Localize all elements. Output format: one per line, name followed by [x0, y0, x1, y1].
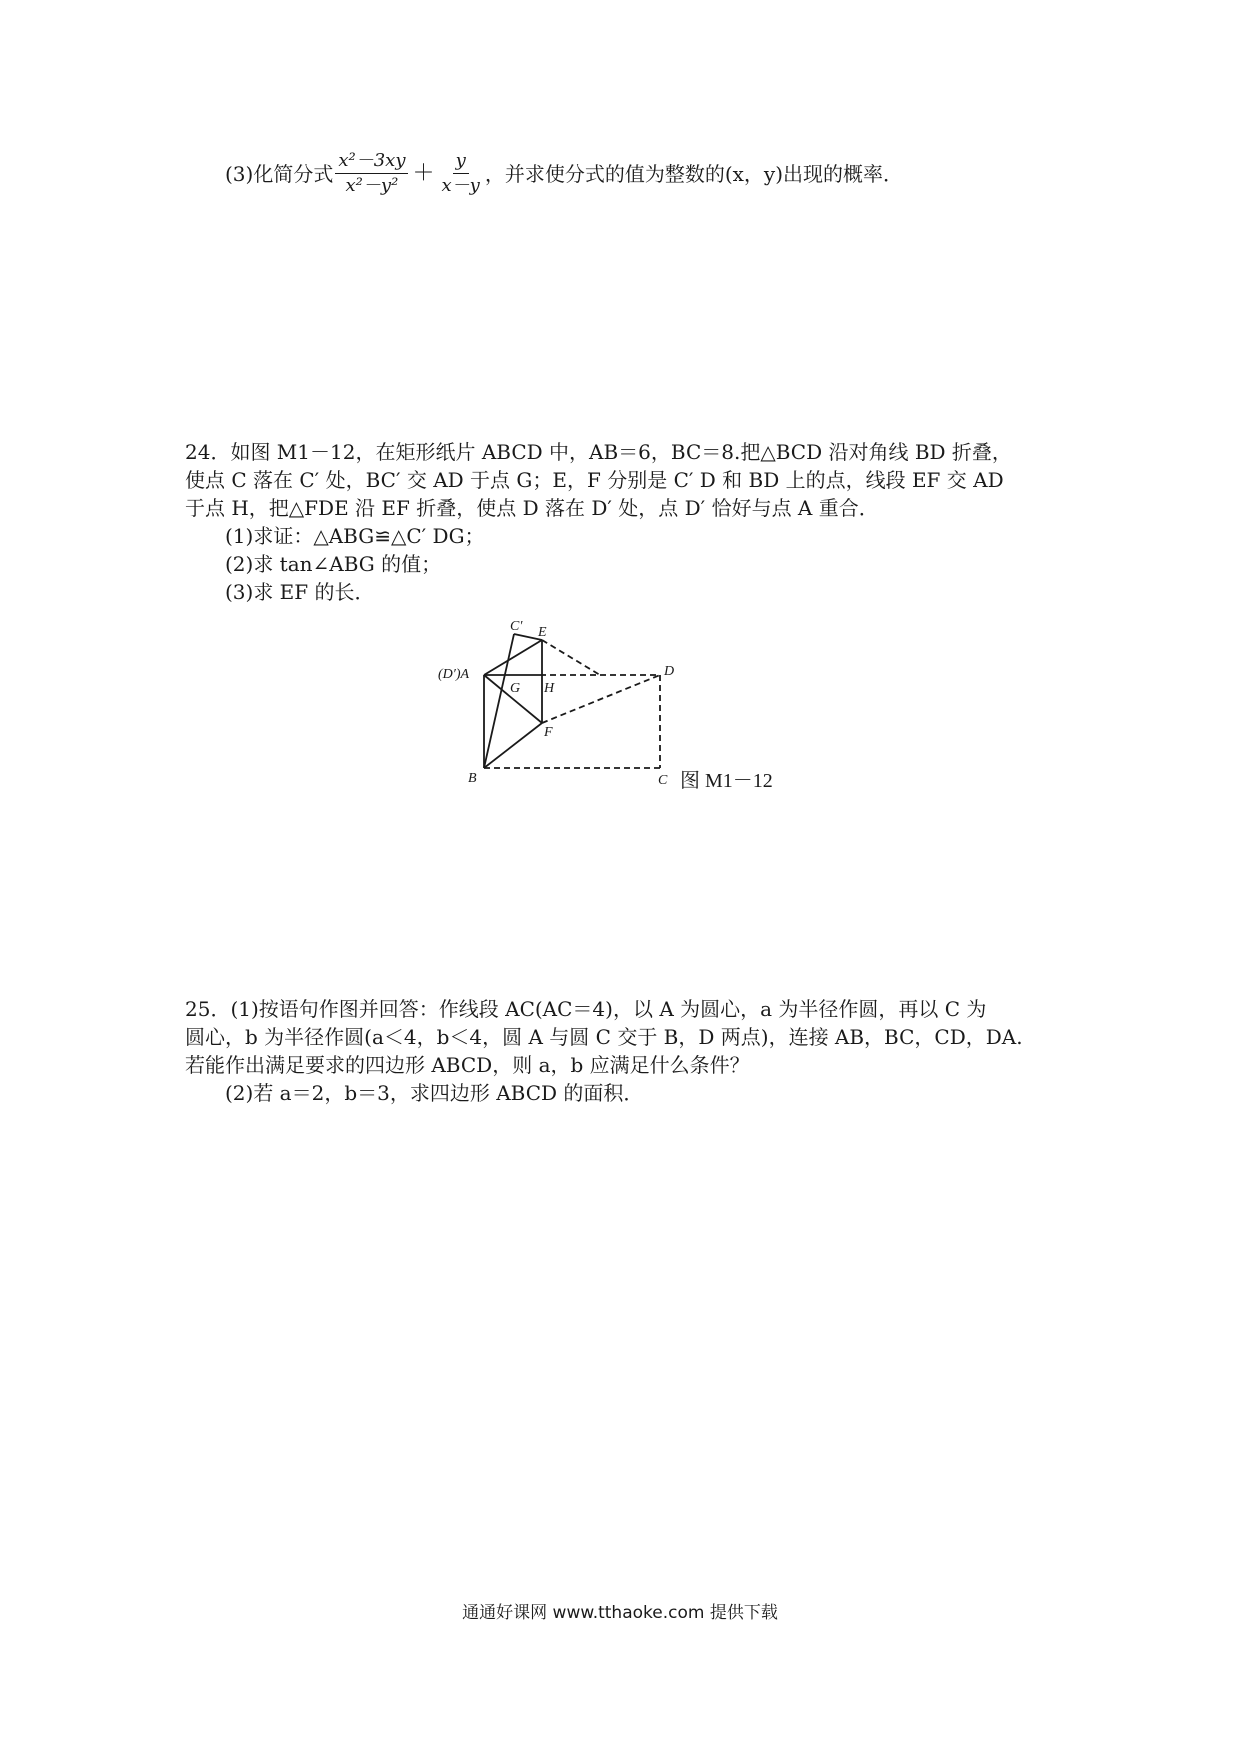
label-c: C [658, 773, 668, 788]
problem-25-line-1: 25．(1)按语句作图并回答：作线段 AC(AC＝4)，以 A 为圆心，a 为半径作圆，再以 C 为 [185, 997, 987, 1021]
problem-25-line-2: 圆心，b 为半径作圆(a＜4，b＜4，圆 A 与圆 C 交于 B，D 两点)，连接 AB，BC，CD，DA. [185, 1025, 1023, 1049]
fraction-2 [439, 150, 483, 197]
label-e: E [538, 625, 547, 640]
label-h: H [544, 681, 555, 696]
problem-25-line-3: 若能作出满足要求的四边形 ABCD，则 a，b 应满足什么条件？ [185, 1053, 750, 1077]
problem-24-line-3: 于点 H，把△FDE 沿 EF 折叠，使点 D 落在 D′ 处，点 D′ 恰好与点 A 重合． [185, 496, 879, 520]
fraction-1-denominator: x²－y² [345, 175, 399, 196]
plus-sign: ＋ [412, 160, 435, 186]
fraction-2-numerator: y [453, 150, 469, 174]
label-d: D [664, 664, 675, 679]
segment-f-d-dashed [542, 675, 660, 723]
label-g: G [510, 681, 521, 696]
problem-24-sub-2: (2)求 tan∠ABG 的值； [225, 552, 442, 576]
problem-3-simplify [225, 150, 903, 197]
problem-24-sub-3: (3)求 EF 的长． [225, 580, 375, 604]
label-b: B [468, 771, 477, 786]
problem-25-sub-2: (2)若 a＝2，b＝3，求四边形 ABCD 的面积． [225, 1081, 644, 1105]
problem-24-line-1: 24．如图 M1－12，在矩形纸片 ABCD 中，AB＝6，BC＝8.把△BCD 沿对角线 BD 折叠， [185, 440, 1012, 464]
segment-a-e [484, 640, 542, 675]
label-f: F [544, 725, 553, 740]
problem-3-suffix: ，并求使分式的值为整数的(x，y)出现的概率． [484, 161, 904, 186]
figure-caption: 图 M1－12 [680, 770, 773, 792]
fraction-1 [335, 150, 408, 197]
segment-e-d-dashed [542, 640, 600, 675]
problem-3-prefix: (3)化简分式 [225, 161, 334, 186]
label-d-prime-a: (D′)A [438, 667, 470, 682]
fraction-1-numerator: x²－3xy [335, 150, 408, 174]
problem-24-sub-1: (1)求证：△ABG≌△C′ DG； [225, 524, 485, 548]
problem-24-line-2: 使点 C 落在 C′ 处，BC′ 交 AD 于点 G；E，F 分别是 C′ D 和 BD 上的点，线段 EF 交 AD [185, 468, 1004, 492]
fraction-2-denominator: x－y [441, 175, 480, 196]
label-c-prime: C′ [510, 619, 523, 634]
page-footer: 通通好课网 www.tthaoke.com 提供下载 [462, 1603, 778, 1623]
